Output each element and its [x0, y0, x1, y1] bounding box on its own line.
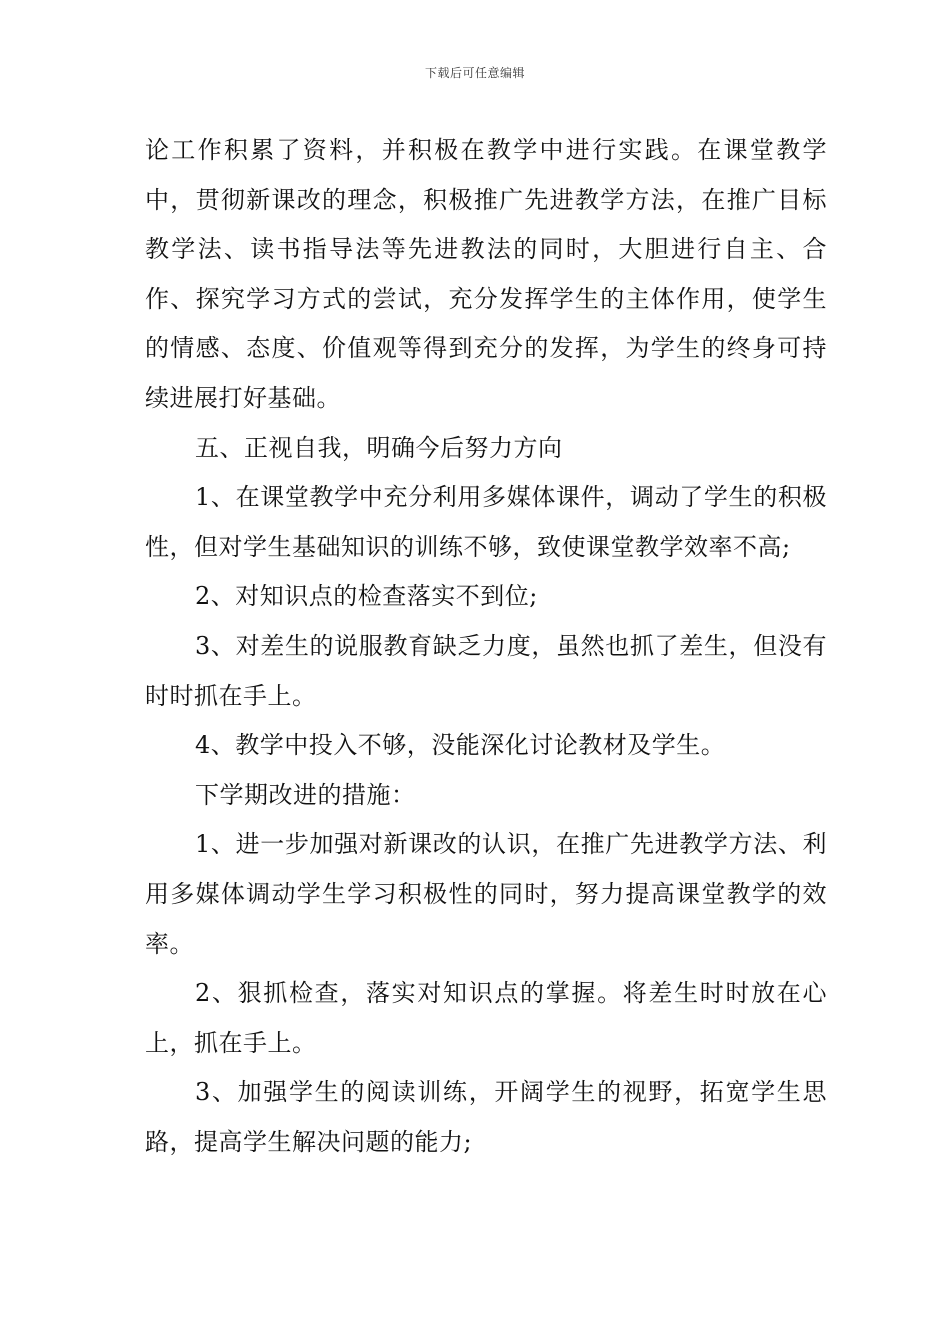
- subsection-heading: 下学期改进的措施：: [195, 780, 416, 809]
- list-item: 2、狠抓检查，落实对知识点的掌握。将差生时时放在心上，抓在手上。: [145, 979, 827, 1057]
- paragraph-continuation: 论工作积累了资料，并积极在教学中进行实践。在课堂教学中，贯彻新课改的理念，积极推广先进教学方法，在推广目标教学法、读书指导法等先进教法的同时，大胆进行自主、合作、探究学习方式的尝试，充分发挥学生的主体作用，使学生的情感、态度、价值观等得到充分的发挥，为学生的终身可持续进展打好基础。: [145, 136, 827, 412]
- list-item: 1、进一步加强对新课改的认识，在推广先进教学方法、利用多媒体调动学生学习积极性的同时，努力提高课堂教学的效率。: [145, 830, 827, 958]
- list-item: 2、对知识点的检查落实不到位;: [195, 582, 538, 611]
- list-item: 1、在课堂教学中充分利用多媒体课件，调动了学生的积极性，但对学生基础知识的训练不够，致使课堂教学效率不高;: [145, 483, 827, 561]
- document-body: [145, 126, 827, 1167]
- section-heading: 五、正视自我，明确今后努力方向: [195, 433, 563, 462]
- list-item: 3、对差生的说服教育缺乏力度，虽然也抓了差生，但没有时时抓在手上。: [145, 631, 827, 710]
- page-header: 下载后可任意编辑: [424, 66, 525, 80]
- list-item: 3、加强学生的阅读训练，开阔学生的视野，拓宽学生思路，提高学生解决问题的能力;: [145, 1078, 827, 1156]
- list-item: 4、教学中投入不够，没能深化讨论教材及学生。: [195, 731, 726, 760]
